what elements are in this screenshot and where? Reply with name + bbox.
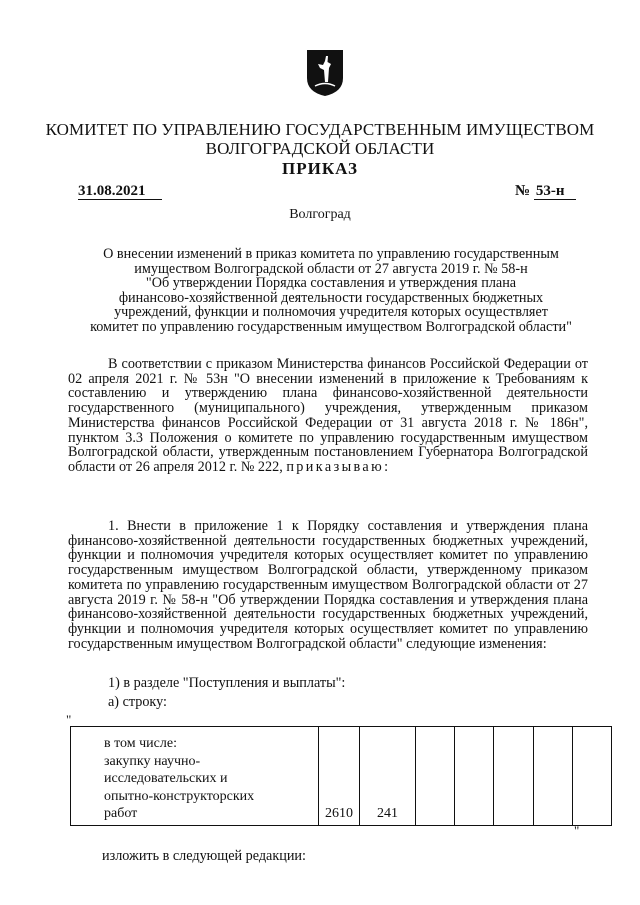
subject-line: имуществом Волгоградской области от 27 августа 2019 г. № 58-н	[134, 260, 528, 277]
table-row	[71, 727, 612, 826]
organization-name-line1: КОМИТЕТ ПО УПРАВЛЕНИЮ ГОСУДАРСТВЕННЫМ ИМУЩЕСТВОМ	[45, 120, 595, 139]
order-word: приказываю:	[286, 458, 391, 475]
item-1-paragraph: 1. Внести в приложение 1 к Порядку составления и утверждения плана финансово-хозяйственной деятельности государственных бюджетных учреждений, функции и полномочия учредителя которых осуществляет комитет по управлению государственным имуществом Волгоградской области, утвержденному приказом комитета по управлению государственным имуществом Волгоградской области от 27 августа 2019 г. № 58-н "Об утверждении Порядка составления и утверждения плана финансово-хозяйственной деятельности государственных бюджетных учреждений, функции и полномочия учредителя которых осуществляет комитет по управлению государственным имуществом Волгоградской области" следующие изменения:	[68, 518, 588, 652]
row-kbk: 241	[360, 727, 416, 826]
number-value: 53-н	[534, 183, 577, 200]
organization-name	[0, 120, 640, 158]
row-code: 2610	[319, 727, 360, 826]
row-description: в том числе: закупку научно- исследовательских и опытно-конструкторских работ	[71, 727, 319, 826]
document-number	[515, 183, 576, 200]
quote-close: "	[574, 823, 580, 838]
empty-cell	[572, 727, 611, 826]
number-sign: №	[515, 183, 531, 199]
city: Волгоград	[289, 207, 351, 222]
document-type: ПРИКАЗ	[282, 159, 358, 178]
organization-name-line2: ВОЛГОГРАДСКОЙ ОБЛАСТИ	[205, 139, 435, 158]
subject-line: финансово-хозяйственной деятельности государственных бюджетных	[118, 289, 544, 306]
document-date: 31.08.2021	[78, 183, 162, 200]
preamble-text: В соответствии с приказом Министерства финансов Российской Федерации от 02 апреля 2021 г. № 53н "О внесении изменений в приложение к Требованиям к составлению и утверждению плана финансово-хозяйственной деятельности государственного (муниципального) учреждения, утвержденным приказом Министерства финансов Российской Федерации от 31 августа 2018 г. № 186н", пунктом 3.3 Положения о комитете по управлению государственным имуществом Волгоградской области, утвержденным постановлением Губернатора Волгоградской области от 26 апреля 2012 г. № 222,	[68, 356, 588, 475]
preamble-paragraph	[68, 357, 588, 475]
document-subject	[70, 247, 592, 335]
subitem-1: 1) в разделе "Поступления и выплаты":	[108, 675, 346, 691]
after-table-text: изложить в следующей редакции:	[102, 848, 306, 864]
empty-cell	[494, 727, 533, 826]
subitem-a: а) строку:	[108, 694, 167, 710]
subject-line: О внесении изменений в приказ комитета по управлению государственным	[103, 246, 559, 262]
volgograd-emblem-icon	[305, 48, 345, 98]
subject-line: учреждений, функции и полномочия учредителя которых осуществляет	[114, 304, 548, 321]
subject-line: "Об утверждении Порядка составления и утверждения плана	[145, 275, 517, 292]
empty-cell	[416, 727, 455, 826]
empty-cell	[455, 727, 494, 826]
amendment-table	[70, 726, 612, 826]
quote-open: "	[66, 712, 72, 727]
empty-cell	[533, 727, 572, 826]
subject-line: комитет по управлению государственным имуществом Волгоградской области"	[90, 318, 572, 335]
